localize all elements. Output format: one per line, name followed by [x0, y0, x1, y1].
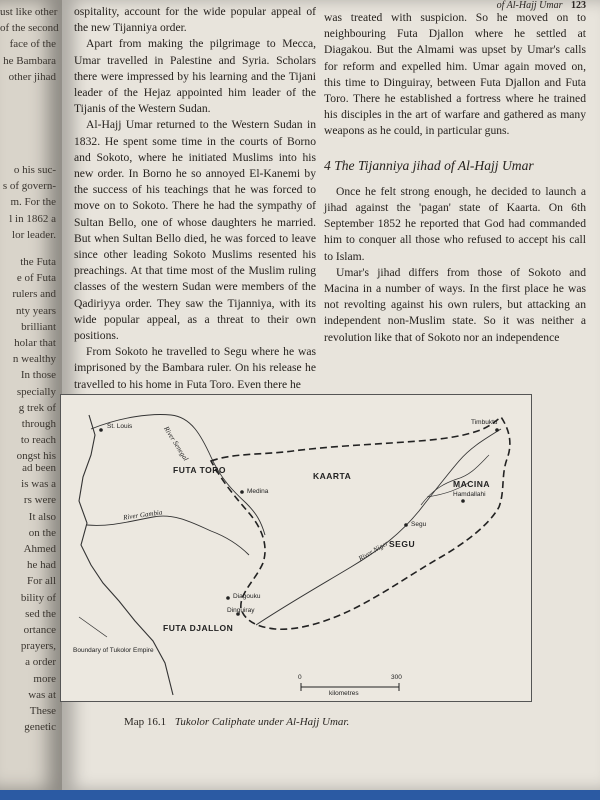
scale-min: 0 — [298, 674, 302, 681]
left-page-fragment: to reach — [20, 434, 56, 447]
left-page-fragment: rulers and — [12, 288, 56, 301]
left-page-fragment: face of the — [9, 38, 56, 51]
town-st-louis: St. Louis — [107, 423, 133, 430]
left-page-fragment: brilliant — [21, 320, 56, 333]
left-page-fragment: on the — [28, 526, 56, 539]
right-opening-paragraph: was treated with suspicion. So he moved on to neighbouring Futa Djallon where he settled at Diagakou. But the Almami was upset by Umar's calls for reform and expelled him. Umar again moved on, this time to Dinguiray, between Futa Djallon and Futa Toro. There he established a fortress where he trained his disciples in the art of warfare and gathered as many weapons as he could, in particular guns. — [324, 11, 586, 138]
segu-dot — [404, 523, 408, 527]
left-paragraph-4: From Sokoto he travelled to Segu where he was imprisoned by the Bambara ruler. On his release he travelled to his home in Futa Toro. Even there he — [74, 345, 316, 391]
region-futa-djallon: FUTA DJALLON — [163, 623, 234, 633]
river-gambia — [87, 516, 249, 555]
left-page-fragment: o his suc- — [13, 164, 56, 176]
left-paragraph-1: ospitality, account for the wide popular appeal of the new Tijanniya order. — [74, 5, 316, 35]
left-page-fragment: n wealthy — [12, 353, 56, 366]
left-page-fragment: specially — [16, 385, 56, 398]
left-page-fragment: ust like other — [0, 6, 58, 18]
left-page-fragment: g trek of — [18, 401, 56, 414]
river-gambia-label: River Gambia — [122, 508, 163, 522]
left-page-fragment: is was a — [21, 478, 56, 491]
left-page-fragment: For all — [26, 575, 56, 588]
left-page-fragment: Ahmed — [23, 543, 56, 555]
left-page-fragment: sed the — [25, 607, 56, 620]
right-column — [324, 10, 586, 346]
scale-unit: kilometres — [329, 690, 359, 697]
map-caption — [124, 716, 349, 728]
left-page-fragment: s of govern- — [2, 180, 56, 193]
region-futa-toro: FUTA TORO — [173, 465, 226, 475]
left-page-fragment: lor leader. — [12, 228, 56, 241]
hamdallahi-dot — [461, 499, 465, 503]
river-niger-label: River Niger — [357, 539, 390, 563]
left-page-fragment: rs were — [23, 494, 56, 507]
page-number: 123 — [571, 0, 586, 11]
left-page-fragment: other jihad — [8, 70, 56, 83]
left-page-fragment: prayers, — [20, 640, 56, 653]
scale-max: 300 — [391, 674, 402, 681]
left-paragraph-3: Al-Hajj Umar returned to the Western Sudan in 1832. He spent some time in the courts of Borno and Sokoto, where he initiated Muslims into his new order. In Borno he so annoyed El-Kanemi by the success of his teachings that he was forced to move on to Sokoto. There he had the sympathy of Sultan Bello, one of whose daughters he married. But when Sultan Bello died, he was forced to leave since other leading Sokoto Muslims resented his preachings. At that time most of the Muslim ruling classes of the western Sudan were members of the Qadiriyya order. They saw the Tijanniya, with its wide popular appeal, as a threat to their own positions. — [74, 118, 316, 343]
left-page-fragment: nty years — [15, 304, 56, 317]
town-medina: Medina — [247, 488, 269, 495]
right-paragraph-2: Umar's jihad differs from those of Sokoto and Macina in a number of ways. In the first place he was not revolting against his own rulers, but attacking an independent non-Muslim state. So it was neither a revolution like that of Sokoto nor an independence — [324, 265, 586, 344]
left-page-fragment: In those — [20, 369, 56, 382]
map-number: Map 16.1 — [124, 716, 167, 728]
left-page-fragment: he Bambara — [3, 54, 56, 67]
town-segu: Segu — [411, 521, 427, 528]
river-senegal-label: River Senegal — [162, 425, 190, 463]
st-louis-dot — [99, 428, 103, 432]
region-segu: SEGU — [389, 539, 416, 549]
left-page-fragment: through — [21, 418, 56, 430]
section-heading: 4 The Tijanniya jihad of Al-Hajj Umar — [324, 157, 534, 173]
map-drawing — [61, 395, 531, 701]
left-page-fragment: These — [29, 705, 56, 717]
left-page-fragment: ortance — [23, 624, 56, 636]
legend-boundary-label: Boundary of Tukolor Empire — [73, 647, 154, 654]
left-page-edge — [0, 0, 62, 790]
map-figure — [60, 394, 532, 702]
medina-dot — [240, 490, 244, 494]
left-page-fragment: e of Futa — [16, 272, 56, 285]
diagouku-dot — [226, 596, 230, 600]
left-column — [74, 4, 316, 393]
town-dinguiray: Dinguiray — [227, 607, 255, 614]
town-timbuktu: Timbuktu — [471, 419, 498, 426]
town-diagouku: Diagouku — [233, 593, 261, 600]
left-page-fragment: It also — [28, 510, 56, 523]
left-page-fragment: m. For the — [10, 196, 56, 209]
left-page-fragment: he had — [26, 559, 56, 572]
left-page-fragment: of the second — [0, 22, 59, 35]
left-page-fragment: ad been — [22, 462, 56, 474]
left-page-fragment: genetic — [24, 721, 56, 734]
running-title: of Al-Hajj Umar — [496, 0, 563, 11]
left-page-fragment: a order — [25, 656, 56, 669]
left-page-fragment: holar that — [14, 337, 56, 349]
region-kaarta: KAARTA — [313, 471, 352, 481]
left-page-fragment: the Futa — [20, 256, 56, 268]
town-hamdallahi: Hamdallahi — [453, 491, 486, 498]
region-macina: MACINA — [453, 479, 490, 489]
left-page-fragment: was at — [28, 688, 56, 701]
left-page-fragment: l in 1862 a — [9, 212, 56, 225]
legend-pointer — [79, 617, 107, 637]
timbuktu-dot — [495, 428, 499, 432]
right-paragraph-1: Once he felt strong enough, he decided to launch a jihad against the 'pagan' state of Kaarta. On 6th September 1852 he reported that God had commanded him to conquer all those who refused to accept his call to Islam. — [324, 184, 586, 263]
left-paragraph-2: Apart from making the pilgrimage to Mecca, Umar travelled in Palestine and Syria. Scholars there were impressed by his learning and the Tijani leader of the Hejaz appointed him leader of the Tijanis of the Western Sudan. — [74, 37, 316, 116]
left-page-fragment: ongst his — [16, 450, 56, 463]
map-title: Tukolor Caliphate under Al-Hajj Umar. — [174, 716, 350, 728]
left-page-fragment: bility of — [20, 591, 56, 604]
left-page-fragment: more — [33, 672, 56, 685]
